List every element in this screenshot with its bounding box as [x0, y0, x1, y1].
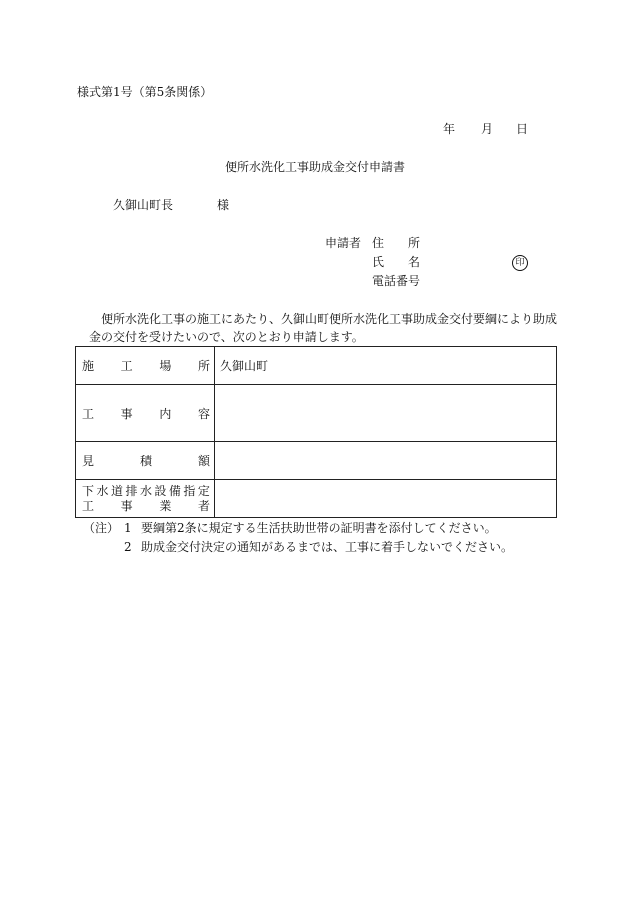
contractor-label-line-1-char: 定	[197, 483, 210, 498]
contractor-label-line-1-char: 下	[82, 483, 95, 498]
contractor-label-line-1-char: 水	[96, 483, 109, 498]
note-1-text: 要綱第2条に規定する生活扶助世帯の証明書を添付してください。	[141, 521, 497, 535]
document-title: 便所水洗化工事助成金交付申請書	[225, 160, 406, 174]
name-label-char: 氏	[372, 255, 385, 269]
table-row	[76, 385, 557, 442]
estimate-value[interactable]	[215, 442, 557, 480]
addressee-honorific: 様	[217, 198, 230, 212]
work-content-value[interactable]	[215, 385, 557, 442]
estimate-label-cell	[76, 442, 215, 480]
body-text-line-2: 金の交付を受けたいので、次のとおり申請します。	[89, 330, 364, 344]
note-1-number: 1	[124, 521, 132, 535]
site-value[interactable]: 久御山町	[215, 347, 557, 385]
estimate-label-char: 積	[139, 454, 152, 468]
contractor-label-line-1-char: 備	[168, 483, 181, 498]
estimate-label-char: 額	[197, 454, 210, 468]
estimate-label-char: 見	[82, 454, 95, 468]
work-content-label	[82, 405, 210, 422]
table-row	[76, 347, 557, 385]
work-content-label-char: 工	[82, 406, 95, 421]
site-label-cell	[76, 347, 215, 385]
site-label-char: 施	[82, 359, 95, 373]
contractor-label-line-2-char: 者	[197, 498, 210, 513]
date-day-label: 日	[516, 122, 529, 136]
contractor-label-line-1-char: 水	[139, 483, 152, 498]
note-prefix: （注）	[83, 521, 120, 535]
application-table	[75, 346, 557, 518]
work-content-label-char: 事	[120, 406, 133, 421]
phone-label: 電話番号	[372, 274, 421, 288]
applicant-label: 申請者	[325, 236, 362, 250]
contractor-label-line-2-char: 工	[82, 498, 95, 513]
date-year-label: 年	[443, 122, 456, 136]
site-label-char: 工	[120, 359, 133, 373]
addressee-name: 久御山町長	[113, 198, 174, 212]
estimate-label	[82, 452, 210, 469]
contractor-label-line-2-char: 業	[159, 498, 172, 513]
address-label	[372, 236, 420, 250]
contractor-label-line-1-char: 設	[154, 483, 167, 498]
contractor-label-line-2-char: 事	[120, 498, 133, 513]
site-label-char: 場	[159, 359, 172, 373]
note-2-number: 2	[124, 540, 132, 554]
contractor-label-line-1-char: 道	[110, 483, 123, 498]
contractor-label-line-1	[82, 484, 210, 499]
contractor-label-cell	[76, 480, 215, 518]
site-label	[82, 357, 210, 374]
date-month-label: 月	[481, 122, 494, 136]
work-content-label-cell	[76, 385, 215, 442]
table-row	[76, 442, 557, 480]
contractor-label-line-2	[82, 499, 210, 514]
body-text-line-1: 便所水洗化工事の施工にあたり、久御山町便所水洗化工事助成金交付要綱により助成	[101, 312, 558, 326]
table-row	[76, 480, 557, 518]
site-label-char: 所	[197, 359, 210, 373]
work-content-label-char: 内	[159, 406, 172, 421]
seal-mark: 印	[512, 255, 528, 271]
contractor-label-line-1-char: 排	[125, 483, 138, 498]
address-label-char: 所	[407, 236, 420, 250]
address-label-char: 住	[372, 236, 385, 250]
note-2-text: 助成金交付決定の通知があるまでは、工事に着手しないでください。	[141, 540, 514, 554]
form-number-label: 様式第1号（第5条関係）	[77, 85, 213, 99]
work-content-label-char: 容	[197, 406, 210, 421]
contractor-value[interactable]	[215, 480, 557, 518]
name-label-char: 名	[407, 255, 420, 269]
name-label	[372, 255, 420, 269]
contractor-label-line-1-char: 指	[183, 483, 196, 498]
